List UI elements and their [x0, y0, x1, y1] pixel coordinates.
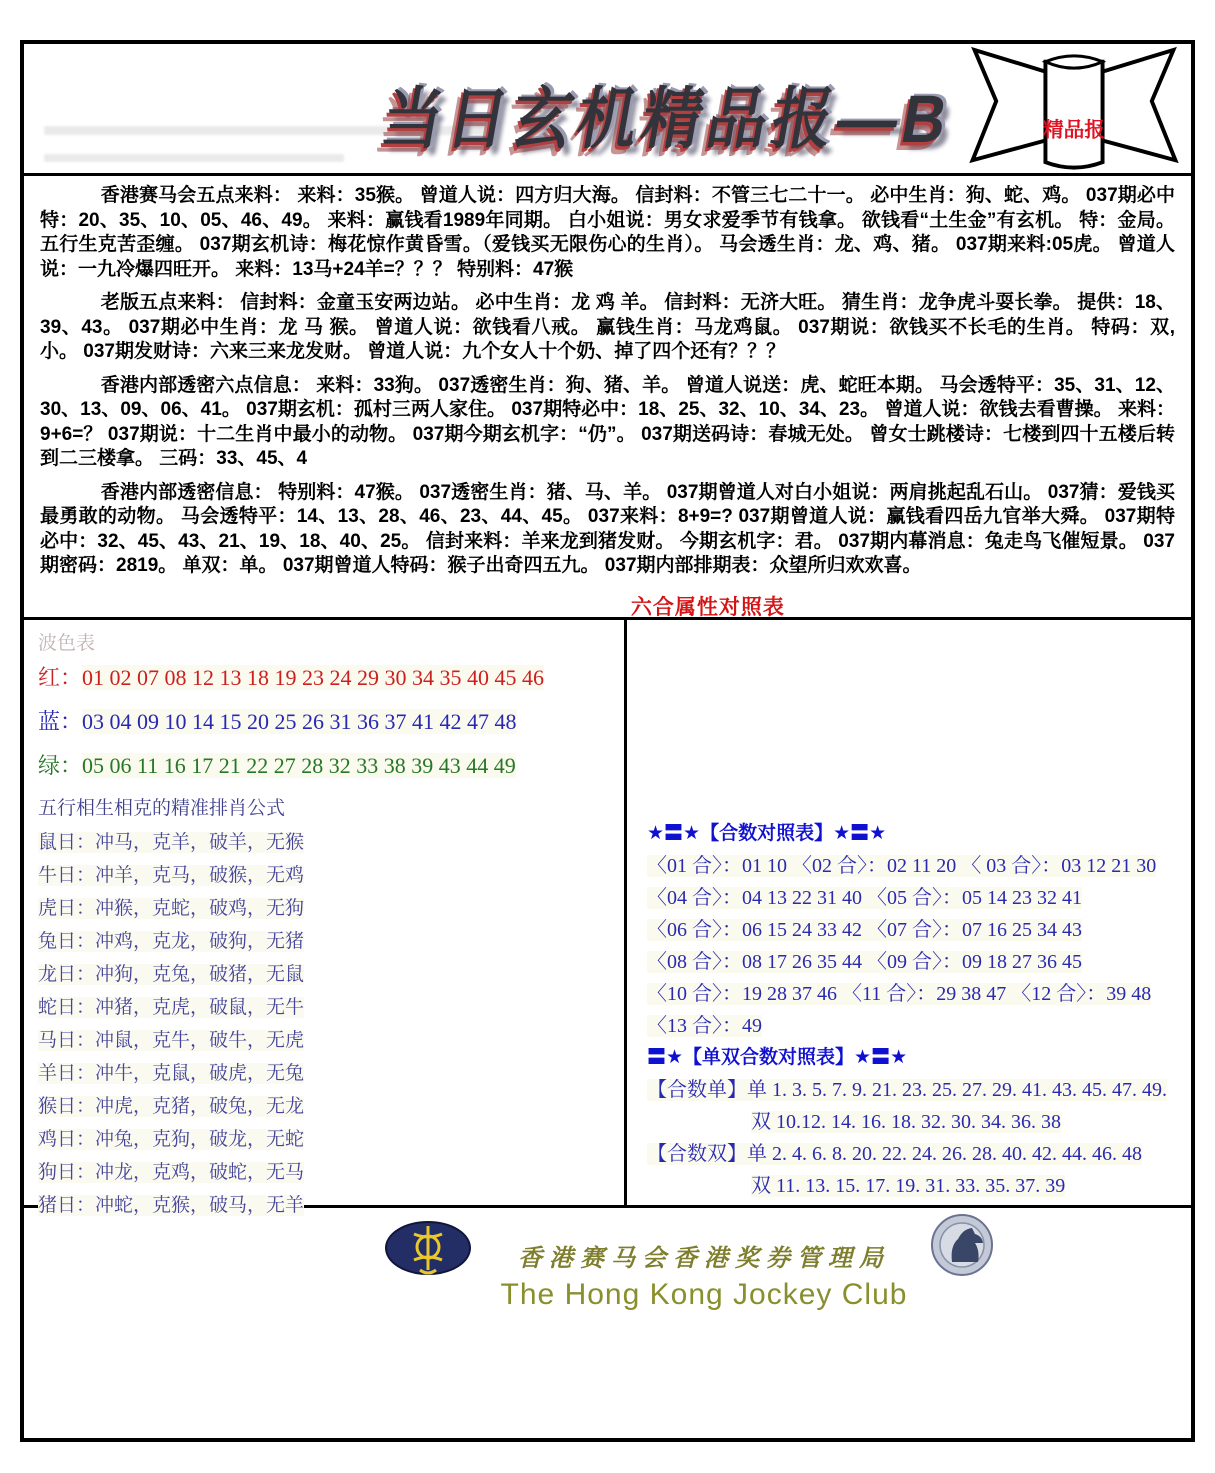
color-row-label: 蓝：	[38, 708, 83, 734]
zodiac-row: 鼠日：冲马，克羊，破羊，无猴	[38, 831, 305, 853]
hesu-row: 〈04 合〉：04 13 22 31 40 〈05 合〉：05 14 23 32 41	[647, 886, 1082, 909]
tip-paragraph: 香港内部透密六点信息： 来料：33狗。 037透密生肖：狗、猪、羊。 曾道人说送：虎、蛇旺本期。 马会透特平：35、31、12、30、13、09、06、41。 037期玄机：孤村三两人家住。 037期特必中：18、25、32、10、34、23。 曾道人说：欲钱去看曹操。 来料：9+6=？ 037期说：十二生肖中最小的动物。 037期今期玄机字：“仍”。 037期送码诗：春城无处。 曾女士跳楼诗：七楼到四十五楼后转到二三楼拿。 三码：33、45、4	[40, 374, 1175, 469]
hesu-rows	[647, 850, 1191, 1042]
hesu-row: 〈08 合〉：08 17 26 35 44 〈09 合〉：09 18 27 36 45	[647, 950, 1082, 973]
hesu-row: 〈10 合〉：19 28 37 46 〈11 合〉：29 38 47 〈12 合〉：39 48	[647, 982, 1152, 1005]
horse-seal-icon	[922, 1212, 1002, 1278]
color-row	[38, 749, 624, 780]
ribbon-label: 精品报	[1043, 118, 1105, 142]
zodiac-row: 马日：冲鼠，克牛，破牛，无虎	[38, 1029, 305, 1051]
color-row-label: 绿：	[38, 752, 83, 778]
color-row-numbers: 03 04 09 10 14 15 20 25 26 31 36 37 41 42 47 48	[82, 708, 517, 734]
color-row-numbers: 05 06 11 16 17 21 22 27 28 32 33 38 39 43 44 49	[82, 752, 516, 778]
bose-table-label: 波色表	[38, 632, 96, 654]
zodiac-row: 鸡日：冲兔，克狗，破龙，无蛇	[38, 1128, 305, 1150]
color-row-numbers: 01 02 07 08 12 13 18 19 23 24 29 30 34 35 40 45 46	[82, 664, 545, 690]
color-wave-column	[24, 620, 627, 1216]
jockey-club-name: The Hong Kong Jockey Club	[500, 1277, 908, 1311]
danshuang-row: 双 10.12. 14. 16. 18. 32. 30. 34. 36. 38	[751, 1110, 1061, 1133]
color-row	[38, 705, 624, 736]
zodiac-row: 蛇日：冲猪，克虎，破鼠，无牛	[38, 996, 305, 1018]
sum-table-column	[627, 620, 1191, 1205]
formula-title: 五行相生相克的精准排肖公式	[38, 797, 286, 819]
tips-section	[24, 176, 1191, 590]
tip-paragraph: 香港赛马会五点来料： 来料：35猴。 曾道人说：四方归大海。 信封料：不管三七二十一。 必中生肖：狗、蛇、鸡。 037期必中特：20、35、10、05、46、49。 来料：赢钱看1989年同期。 白小姐说：男女求爱季节有钱拿。 欲钱看“土生金”有玄机。 特：金局。 五行生克苦歪缠。 037期玄机诗：梅花惊作黄昏雪。（爱钱买无限伤心的生肖）。 马会透生肖：龙、鸡、猪。 037期来料:05虎。 曾道人说：一九冷爆四旺开。 来料：13马+24羊=？？？ 特别料：47猴	[40, 185, 1175, 280]
page-frame	[20, 40, 1195, 1442]
zodiac-row: 虎日：冲猴，克蛇，破鸡，无狗	[38, 897, 305, 919]
color-row-label: 红：	[38, 664, 83, 690]
zodiac-row: 猴日：冲虎，克猪，破兔，无龙	[38, 1095, 305, 1117]
danshuang-row: 【合数双】单 2. 4. 6. 8. 20. 22. 24. 26. 28. 40. 42. 44. 46. 48	[647, 1142, 1142, 1165]
tip-paragraph: 香港内部透密信息： 特别料：47猴。 037透密生肖：猪、马、羊。 037期曾道人对白小姐说：两肩挑起乱石山。 037猜：爱钱买最勇敢的动物。 马会透特平：14、13、28、46、23、44、45。 037来料：8+9=? 037期曾道人说：赢钱看四岳九官举大舜。 037期特必中：32、45、43、21、19、18、40、25。 信封来料：羊来龙到猪发财。 今期玄机字：君。 037期内幕消息：兔走鸟飞催短景。 037期密码：2819。 单双：单。 037期曾道人特码：猴子出奇四五九。 037期内部排期表：众望所归欢欢喜。	[40, 481, 1175, 576]
color-rows	[38, 661, 624, 780]
zodiac-row: 兔日：冲鸡，克龙，破狗，无猪	[38, 930, 305, 952]
attribute-tables	[24, 620, 1191, 1216]
danshuang-row: 【合数单】单 1. 3. 5. 7. 9. 21. 23. 25. 27. 29. 41. 43. 45. 47. 49.	[647, 1078, 1167, 1101]
zodiac-row: 狗日：冲龙，克鸡，破蛇，无马	[38, 1161, 305, 1183]
hesu-row: 〈13 合〉：49	[647, 1014, 762, 1037]
page-title: 当日玄机精品报—B	[376, 81, 958, 157]
title-band	[24, 44, 1191, 176]
footer	[24, 1208, 1191, 1384]
color-row	[38, 661, 624, 692]
danshuang-table-header: 〓★【单双合数对照表】★〓★	[647, 1046, 908, 1068]
section-header-band	[24, 590, 1191, 620]
tip-paragraph: 老版五点来料： 信封料：金童玉安两边站。 必中生肖：龙 鸡 羊。 信封料：无济大旺。 猜生肖：龙争虎斗耍长拳。 提供：18、39、43。 037期必中生肖：龙 马 猴。 曾道人说：欲钱看八戒。 赢钱生肖：马龙鸡鼠。 037期说：欲钱买不长毛的生肖。 特码：双,小。 037期发财诗：六来三来龙发财。 曾道人说：九个女人十个奶、掉了四个还有？？？	[40, 292, 1175, 362]
hesu-row: 〈01 合〉：01 10 〈02 合〉：02 11 20 〈 03 合〉：03 12 21 30	[647, 854, 1157, 877]
zodiac-row: 猪日：冲蛇，克猴，破马，无羊	[38, 1194, 305, 1216]
zodiac-row: 龙日：冲狗，克兔，破猪，无鼠	[38, 963, 305, 985]
zodiac-row: 牛日：冲羊，克马，破猴，无鸡	[38, 864, 305, 886]
hesu-row: 〈06 合〉：06 15 24 33 42 〈07 合〉：07 16 25 34 43	[647, 918, 1082, 941]
jockey-club-emblem-icon	[384, 1220, 472, 1278]
zodiac-row: 羊日：冲牛，克鼠，破虎，无兔	[38, 1062, 305, 1084]
footer-calligraphy: 香港赛马会香港奖券管理局	[518, 1245, 890, 1272]
zodiac-rows	[38, 826, 624, 1222]
danshuang-row: 双 11. 13. 15. 17. 19. 31. 33. 35. 37. 39	[751, 1174, 1066, 1197]
hesu-table-header: ★〓★【合数对照表】★〓★	[647, 822, 887, 844]
section-header: 六合属性对照表	[630, 595, 785, 619]
ribbon-scroll-icon	[965, 46, 1183, 174]
danshuang-rows	[647, 1074, 1191, 1202]
faded-print-artifact	[44, 154, 344, 162]
